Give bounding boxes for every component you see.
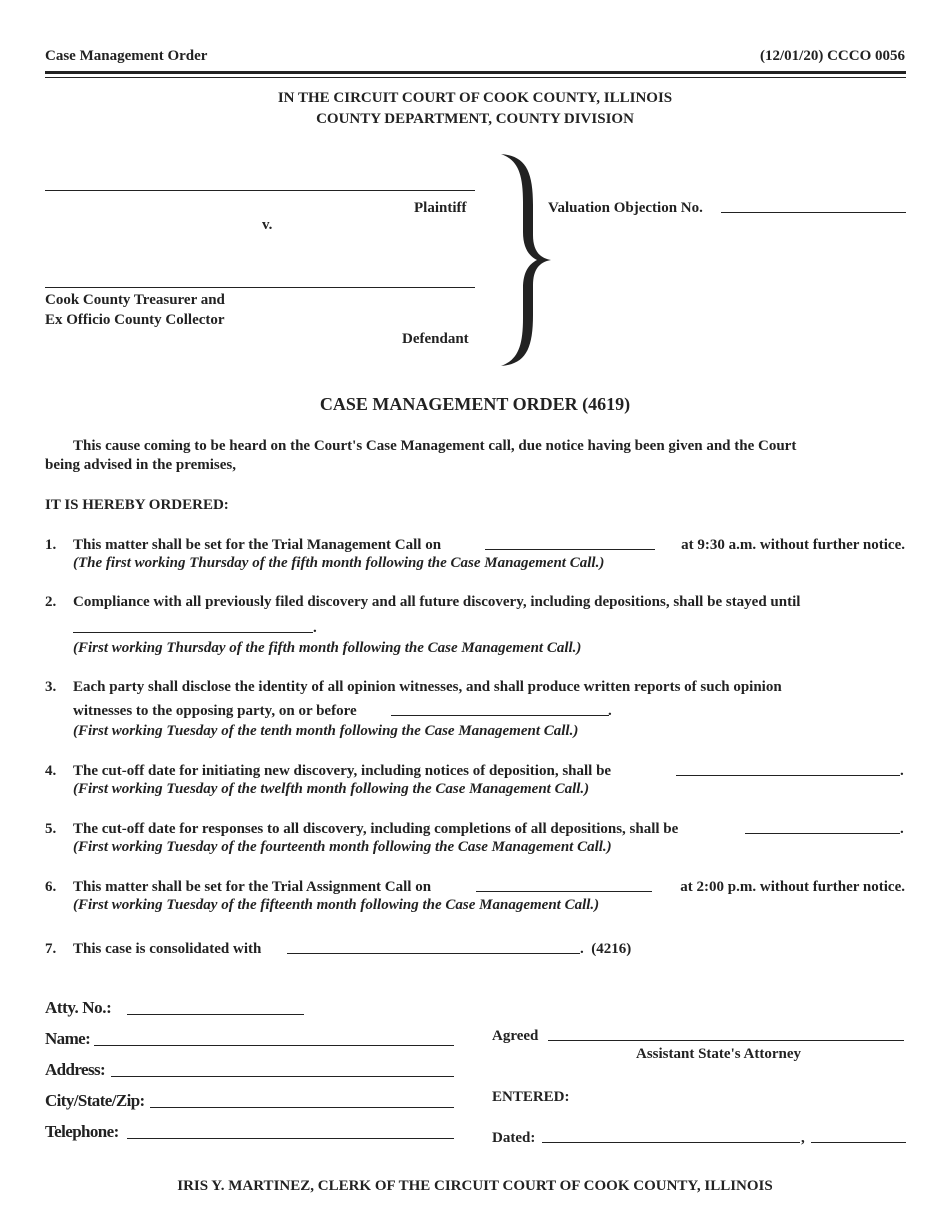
discovery-response-cutoff-field[interactable]	[745, 833, 900, 834]
right-brace-icon	[485, 150, 560, 370]
defendant-name-1: Cook County Treasurer and	[45, 292, 225, 308]
asa-label: Assistant State's Attorney	[636, 1046, 801, 1062]
order-title: CASE MANAGEMENT ORDER (4619)	[319, 394, 631, 414]
item-number: 4.	[45, 763, 57, 779]
item-6-note: (First working Tuesday of the fifteenth month following the Case Management Call.)	[73, 897, 600, 913]
defendant-name-line[interactable]	[45, 287, 475, 288]
item-4-note: (First working Tuesday of the twelfth month following the Case Management Call.)	[73, 781, 590, 797]
valuation-objection-label	[548, 198, 703, 218]
item-2-text-b: .	[313, 620, 317, 636]
atty-no-label: Atty. No.:	[45, 998, 112, 1017]
plaintiff-label: Plaintiff	[414, 200, 467, 216]
item-5-text-b: .	[900, 821, 904, 837]
item-2-text-a: Compliance with all previously filed discovery and all future discovery, including depositions, shall be stayed until	[73, 594, 801, 610]
item-number: 1.	[45, 537, 57, 553]
name-field[interactable]	[94, 1045, 454, 1046]
dated-month-day-field[interactable]	[542, 1142, 800, 1143]
item-3-text-a: Each party shall disclose the identity of all opinion witnesses, and shall produce written reports of such opinion	[73, 679, 782, 695]
item-6-text-a: This matter shall be set for the Trial Assignment Call on	[73, 879, 432, 895]
clerk-footer: IRIS Y. MARTINEZ, CLERK OF THE CIRCUIT COURT OF COOK COUNTY, ILLINOIS	[177, 1178, 773, 1194]
form-number: (12/01/20) CCCO 0056	[760, 48, 905, 64]
trial-assignment-date-field[interactable]	[476, 891, 652, 892]
item-4-text-b: .	[900, 763, 904, 779]
new-discovery-cutoff-field[interactable]	[676, 775, 900, 776]
court-line-1: IN THE CIRCUIT COURT OF COOK COUNTY, ILLINOIS	[277, 90, 673, 106]
city-state-zip-field[interactable]	[150, 1107, 454, 1108]
header-rule-thin	[45, 77, 906, 78]
item-number: 7.	[45, 941, 57, 957]
intro-text-cont: being advised in the premises,	[45, 457, 236, 473]
entered-label: ENTERED:	[492, 1089, 570, 1105]
item-3-text-a2: witnesses to the opposing party, on or before	[73, 703, 357, 719]
item-7-text-b: . (4216)	[580, 941, 632, 957]
agreed-label: Agreed	[492, 1028, 539, 1044]
plaintiff-name-line[interactable]	[45, 190, 475, 191]
dated-comma: ,	[801, 1130, 805, 1146]
header-rule-thick	[45, 71, 906, 74]
intro-text: This cause coming to be heard on the Court's Case Management call, due notice having been given and the Court	[73, 438, 797, 454]
defendant-name-2: Ex Officio County Collector	[45, 312, 225, 328]
item-5-note: (First working Tuesday of the fourteenth month following the Case Management Call.)	[73, 839, 612, 855]
valuation-label-text: Valuation Objection No.	[548, 200, 703, 216]
court-line-2: COUNTY DEPARTMENT, COUNTY DIVISION	[316, 111, 634, 127]
atty-no-field[interactable]	[127, 1014, 304, 1015]
valuation-number-field[interactable]	[721, 212, 906, 213]
telephone-field[interactable]	[127, 1138, 454, 1139]
item-number: 3.	[45, 679, 57, 695]
item-4-text-a: The cut-off date for initiating new discovery, including notices of deposition, shall be	[73, 763, 612, 779]
dated-year-field[interactable]	[811, 1142, 906, 1143]
form-title: Case Management Order	[45, 48, 208, 64]
item-5-text-a: The cut-off date for responses to all discovery, including completions of all depositions, shall be	[73, 821, 679, 837]
dated-label: Dated:	[492, 1130, 536, 1146]
item-1-text-a: This matter shall be set for the Trial Management Call on	[73, 537, 442, 553]
item-number: 6.	[45, 879, 57, 895]
item-number: 5.	[45, 821, 57, 837]
address-label: Address:	[45, 1060, 106, 1079]
name-label: Name:	[45, 1029, 91, 1048]
opinion-witness-date-field[interactable]	[391, 715, 609, 716]
item-7-text-a: This case is consolidated with	[73, 941, 262, 957]
address-field[interactable]	[111, 1076, 454, 1077]
ordered-heading: IT IS HEREBY ORDERED:	[45, 497, 229, 513]
item-3-text-b: .	[608, 703, 612, 719]
item-1-note: (The first working Thursday of the fifth month following the Case Management Call.)	[73, 555, 605, 571]
item-3-note: (First working Tuesday of the tenth month following the Case Management Call.)	[73, 723, 579, 739]
item-1-text-b: at 9:30 a.m. without further notice.	[681, 537, 905, 553]
defendant-label: Defendant	[402, 331, 469, 347]
discovery-stay-date-field[interactable]	[73, 632, 313, 633]
item-number: 2.	[45, 594, 57, 610]
item-2-note: (First working Thursday of the fifth month following the Case Management Call.)	[73, 640, 582, 656]
versus-label: v.	[262, 217, 273, 233]
court-heading	[0, 88, 950, 129]
city-state-zip-label: City/State/Zip:	[45, 1091, 145, 1110]
agreed-signature-field[interactable]	[548, 1040, 904, 1041]
consolidated-case-field[interactable]	[287, 953, 580, 954]
item-6-text-b: at 2:00 p.m. without further notice.	[680, 879, 905, 895]
trial-management-date-field[interactable]	[485, 549, 655, 550]
telephone-label: Telephone:	[45, 1122, 119, 1141]
